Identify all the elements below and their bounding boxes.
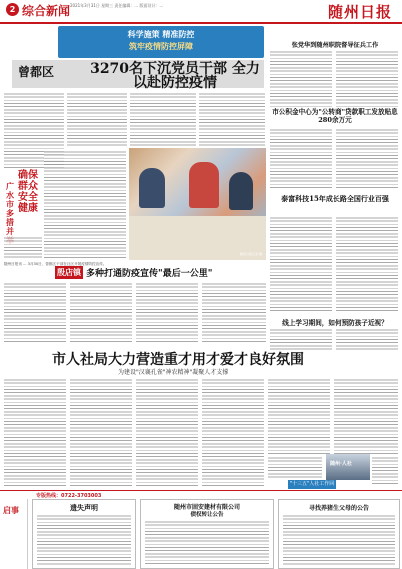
section-title: 综合新闻 — [22, 4, 71, 18]
photo-figure — [229, 172, 253, 210]
right-article-title-4: 线上学习期间，如何预防孩子近视？ — [282, 319, 388, 327]
vertical-article-title: 确保群众安全健康 — [18, 170, 38, 214]
headline-title: 3270名下沉党员干部 全力以赴防控疫情 — [90, 61, 260, 91]
vertical-article-subtitle: 广水市多措并 — [6, 182, 14, 236]
bottom-article-subtitle: 为建设"汉襄孔雀"神农精神"凝聚人才支撑 — [118, 369, 229, 376]
photo-caption: 随州日报讯 ... 3月30日，曾都区干部在社区开展疫情防控宣传。 — [4, 262, 107, 266]
article-image — [326, 454, 370, 480]
photo-figure — [139, 168, 165, 208]
article-body-col-2 — [67, 92, 127, 148]
bottom-article-body-3 — [136, 378, 198, 486]
page-header — [0, 0, 402, 24]
ad-search-notice — [278, 499, 400, 569]
bottom-article-body-5 — [268, 378, 330, 454]
ad-notice-text: 启事 — [3, 506, 19, 515]
sub-article-body-3 — [136, 282, 198, 344]
sub-article-title: 多种打通防疫宣传"最后一公里" — [86, 269, 213, 279]
bottom-article-body-4 — [202, 378, 264, 486]
ad-lost-body — [37, 514, 131, 566]
article-badge: "十三五"人社工作回顾 — [289, 481, 335, 496]
sub-article-tag: 殷店镇 — [57, 268, 81, 277]
vertical-article-body — [44, 150, 126, 260]
right-article-body-1b — [336, 50, 398, 108]
ad-debt-body — [145, 520, 269, 566]
ad-search-title: 寻找养猪生父母的公告 — [308, 505, 369, 512]
right-article-body-4b — [336, 328, 398, 350]
article-image-text: 随州·人社 — [330, 461, 352, 467]
right-article-body-1 — [270, 50, 332, 108]
ad-bar — [0, 490, 402, 498]
right-article-body-3 — [270, 216, 332, 312]
sub-article-body-2 — [70, 282, 132, 344]
article-body-col-4 — [199, 92, 265, 146]
ad-debt-notice — [140, 499, 274, 569]
photo-credit: 随州日报记者 摄 — [240, 252, 262, 256]
headline-tag: 曾都区 — [18, 65, 55, 79]
sub-article-body-4 — [202, 282, 266, 344]
news-photo — [129, 148, 266, 260]
banner-line-2: 筑牢疫情防控屏障 — [129, 42, 193, 51]
vertical-article-body-lower — [4, 236, 42, 260]
ad-search-body — [283, 514, 395, 566]
ad-hotline: 专版热线：0722-3703003 — [36, 493, 102, 499]
bottom-article-body-2 — [70, 378, 132, 486]
right-article-title-2: 市公积金中心为"公转商"贷款职工发放贴息280余万元 — [272, 108, 398, 124]
right-article-body-2b — [336, 128, 398, 190]
ad-debt-subtitle: 债权转让公告 — [190, 512, 224, 518]
article-body-col-3 — [130, 92, 196, 146]
sub-article-body-1 — [4, 282, 66, 344]
bottom-article-body-8 — [372, 456, 398, 486]
newspaper-logo: 随州日报 — [327, 3, 392, 21]
right-article-body-2 — [270, 128, 332, 190]
photo-figure — [189, 162, 219, 208]
bottom-article-title: 市人社局大力营造重才用才爱才良好氛围 — [52, 352, 304, 368]
right-article-title-3: 泰富科技15年成长路全国行业百强 — [281, 194, 389, 203]
right-article-body-4 — [270, 328, 332, 350]
ad-debt-title: 随州市固安建材有限公司 — [173, 504, 240, 511]
header-meta: 2021年3月31日 星期三 责任编辑：... 版面设计：... — [70, 3, 164, 8]
ad-notice-label — [0, 499, 28, 569]
campaign-banner — [58, 26, 264, 58]
right-article-body-3b — [336, 216, 398, 312]
bottom-article-body-6 — [334, 378, 398, 454]
banner-line-1: 科学施策 精准防控 — [127, 30, 195, 39]
bottom-article-body-1 — [4, 378, 66, 486]
page-number: 2 — [6, 3, 19, 16]
bottom-article-body-7 — [268, 456, 322, 478]
ad-lost-title: 遗失声明 — [70, 503, 98, 512]
ad-lost-notice — [32, 499, 136, 569]
right-article-title-1: 张党华到随州职院督导征兵工作 — [291, 42, 379, 49]
